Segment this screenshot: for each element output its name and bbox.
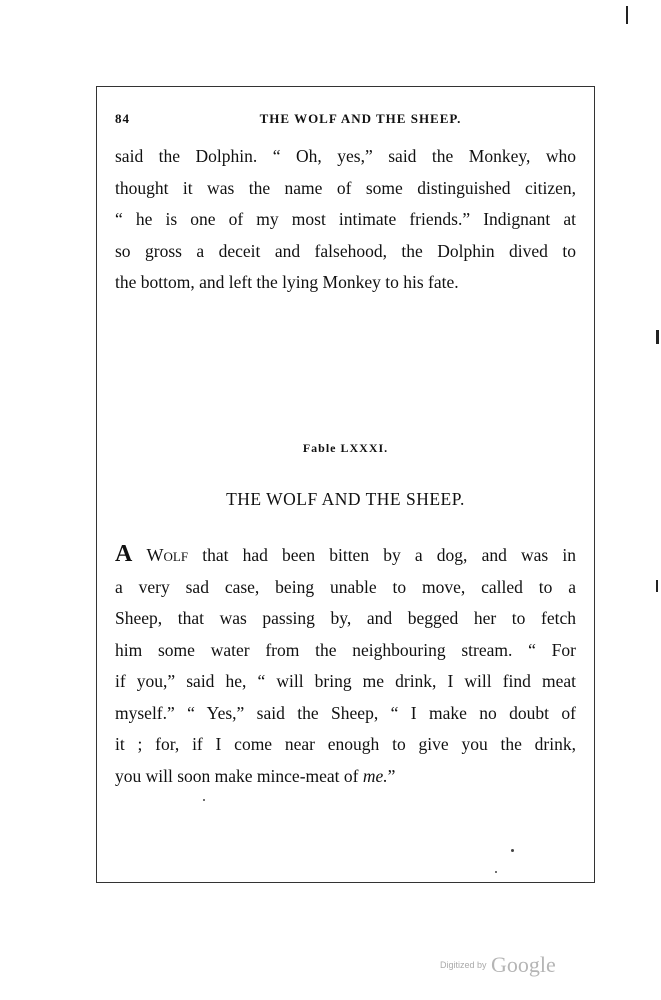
digitized-watermark bbox=[440, 952, 556, 978]
text-line: it ; for, if I come near enough to give you the drink, bbox=[115, 734, 576, 754]
ink-speck bbox=[511, 849, 514, 852]
last-line-start: you will soon make mince-meat of bbox=[115, 765, 363, 786]
fable-number: Fable LXXXI. bbox=[302, 441, 389, 455]
previous-fable-ending bbox=[115, 141, 576, 299]
last-line bbox=[115, 761, 576, 793]
page-border bbox=[96, 86, 595, 883]
ink-speck bbox=[495, 871, 497, 873]
scan-edge-mark bbox=[656, 330, 659, 344]
page-number: 84 bbox=[115, 111, 130, 126]
text-line: “ he is one of my most intimate friends.” Indignant at bbox=[115, 209, 576, 229]
fable-title: THE WOLF AND THE SHEEP. bbox=[226, 489, 465, 509]
emphasis-word: me. bbox=[362, 765, 388, 786]
text-line: said the Dolphin. “ Oh, yes,” said the Monkey, who bbox=[115, 146, 576, 166]
scan-edge-mark bbox=[626, 6, 628, 24]
text-line: if you,” said he, “ will bring me drink, I will find meat bbox=[115, 671, 576, 691]
text-line: the bottom, and left the lying Monkey to his fate. bbox=[115, 272, 459, 292]
ink-speck bbox=[203, 799, 205, 801]
text-line: myself.” “ Yes,” said the Sheep, “ I make no doubt of bbox=[115, 702, 576, 723]
fable-text bbox=[115, 539, 576, 792]
text-line: so gross a deceit and falsehood, the Dolphin dived to bbox=[115, 240, 576, 261]
first-line bbox=[115, 539, 576, 572]
running-head bbox=[115, 111, 576, 127]
last-line-end: ” bbox=[387, 765, 396, 786]
first-line-rest: that had been bitten by a dog, and was in bbox=[188, 545, 576, 565]
google-logo: Google bbox=[490, 952, 556, 977]
text-line: Sheep, that was passing by, and begged her to fetch bbox=[115, 608, 576, 628]
dropcap: A bbox=[115, 541, 133, 567]
first-word: Wolf bbox=[146, 545, 189, 565]
text-line: him some water from the neighbouring stream. “ For bbox=[115, 639, 576, 660]
digitized-by-label: Digitized by bbox=[440, 960, 487, 970]
running-title: THE WOLF AND THE SHEEP. bbox=[259, 111, 462, 126]
text-line: a very sad case, being unable to move, called to a bbox=[115, 576, 576, 597]
scan-edge-mark bbox=[656, 580, 658, 592]
text-line: thought it was the name of some distinguished citizen, bbox=[115, 177, 576, 198]
